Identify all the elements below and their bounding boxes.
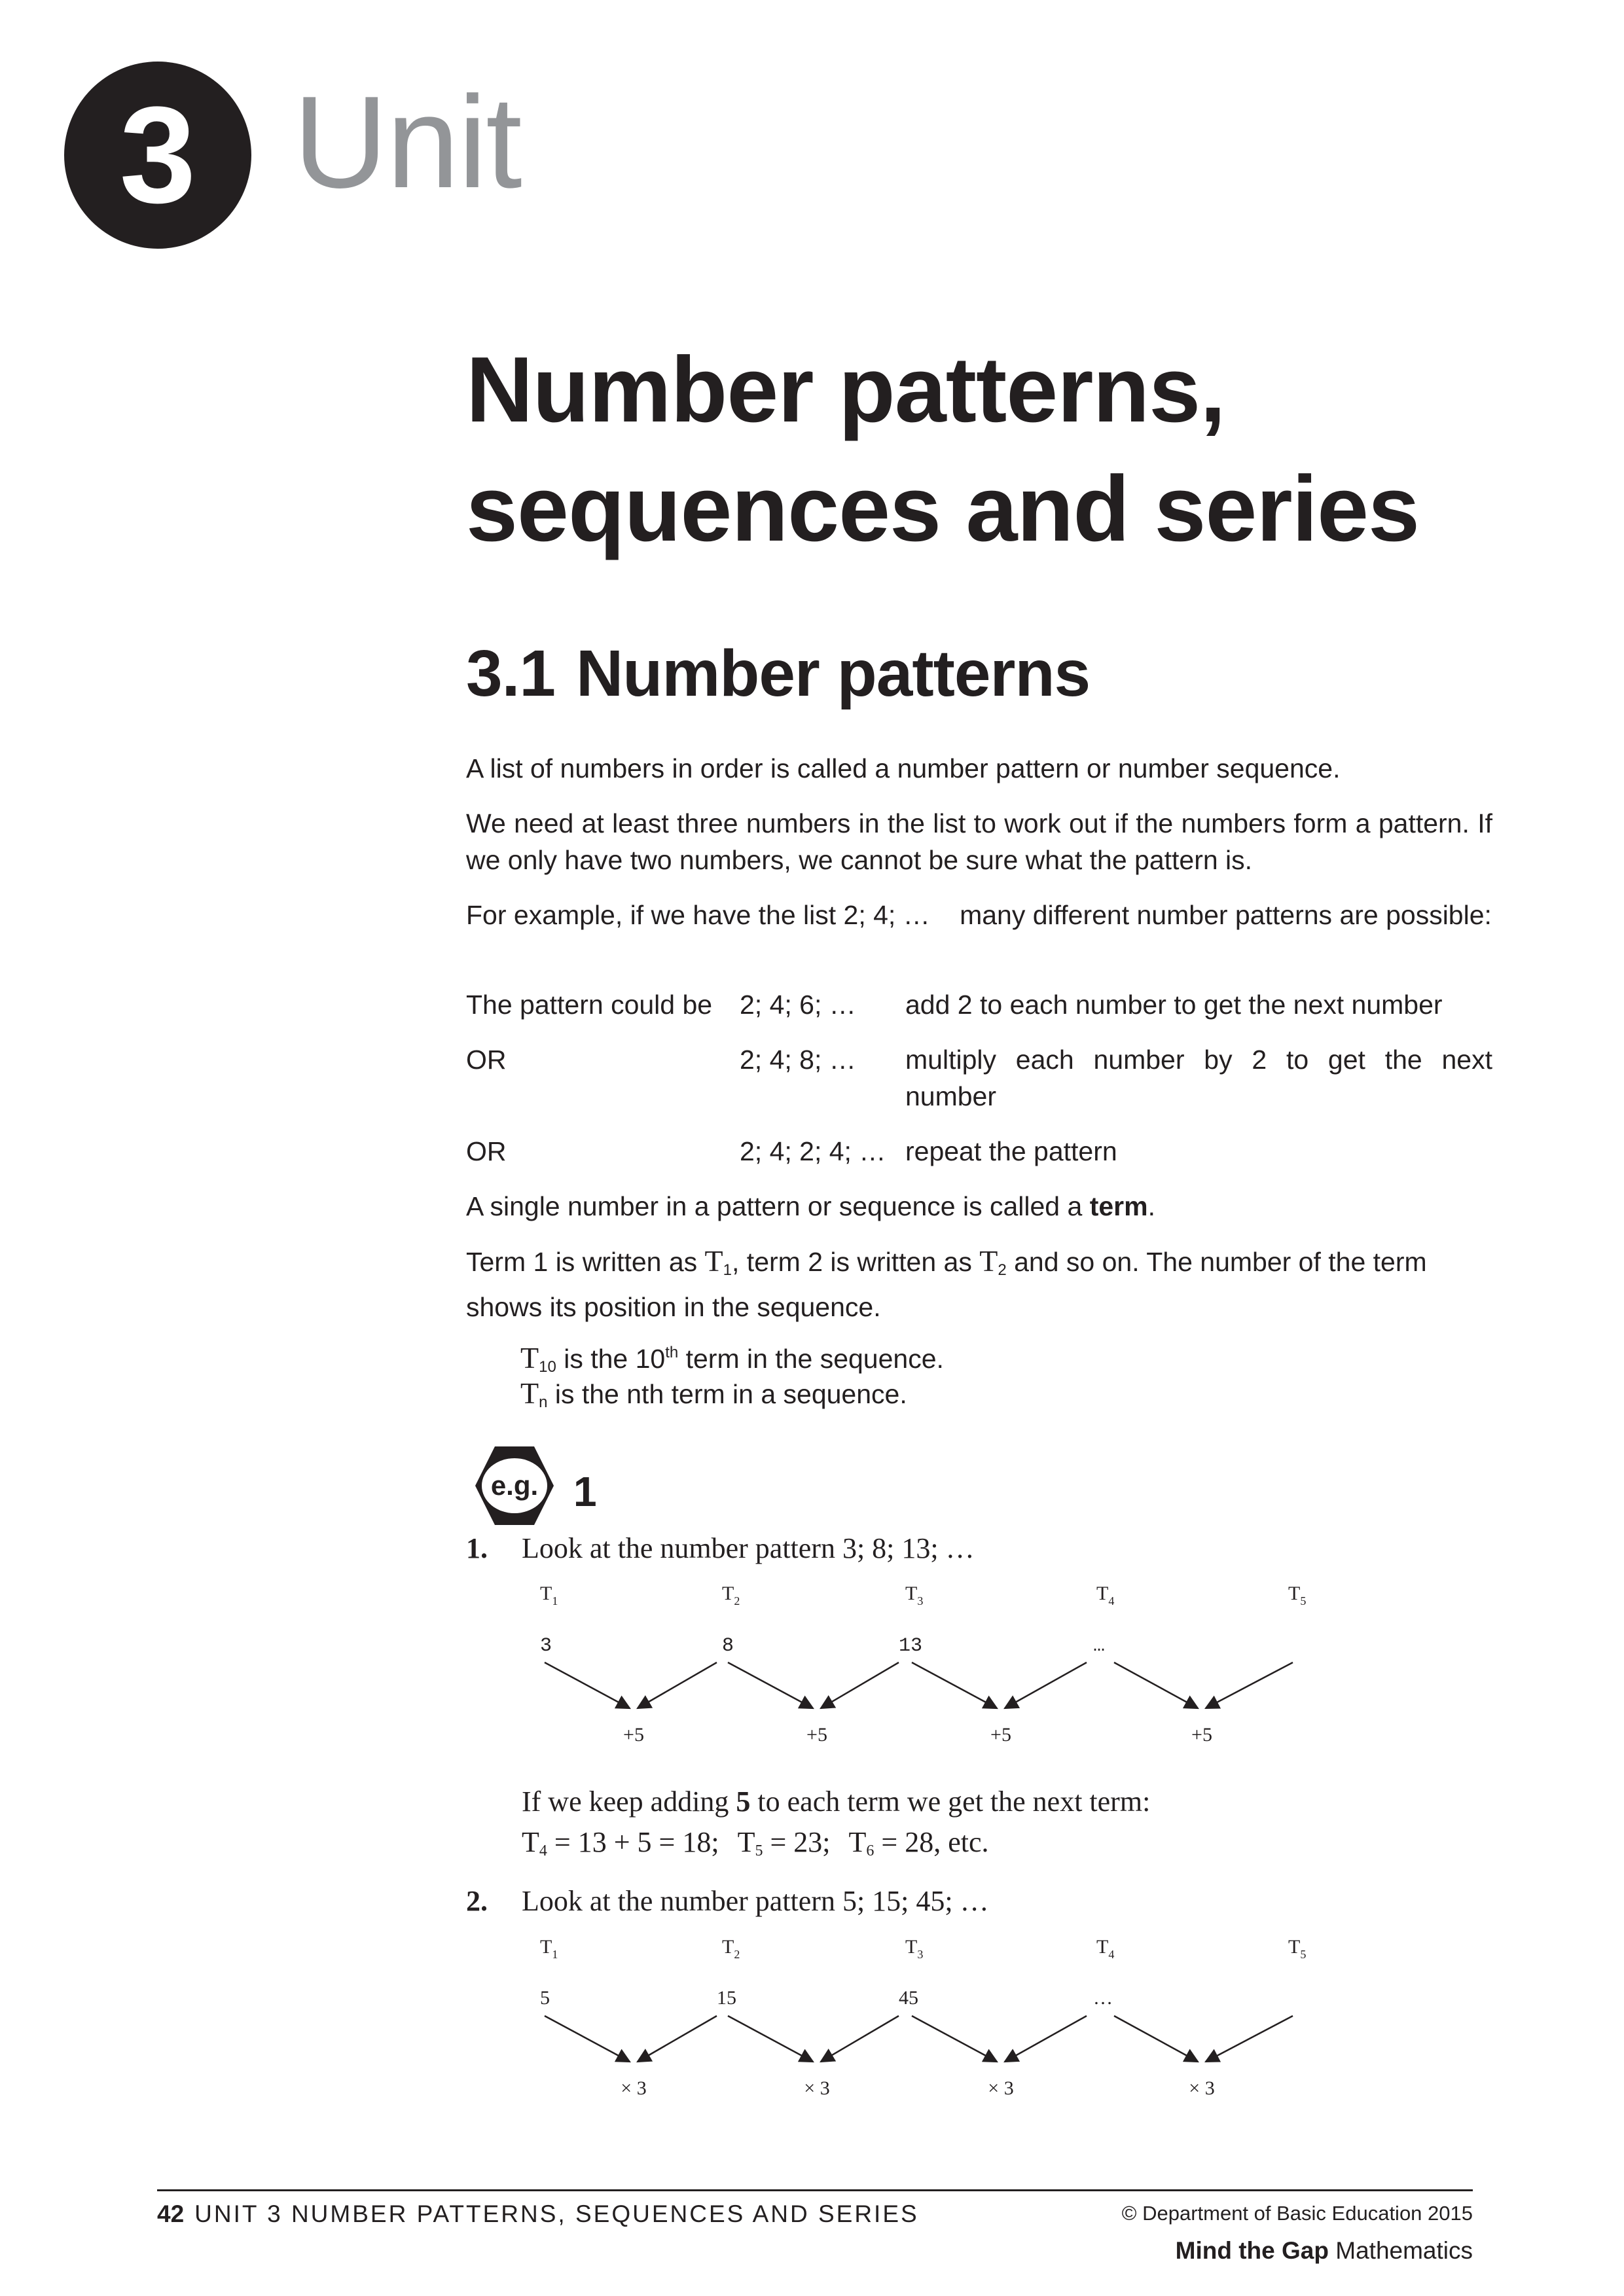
term-label: $T_4$ bbox=[1096, 1936, 1115, 1961]
example-item-1-note: If we keep adding 5 to each term we get the next term: bbox=[522, 1785, 1151, 1818]
example-number: 1 bbox=[573, 1468, 597, 1515]
example-badge-icon bbox=[469, 1440, 576, 1532]
operation-label: × 3 bbox=[621, 2077, 647, 2099]
term-value: 15 bbox=[717, 1987, 736, 2009]
footer-brand: Mind the Gap Mathematics bbox=[1175, 2237, 1473, 2264]
term-value: … bbox=[1093, 1987, 1113, 2009]
example-item-text: Look at the number pattern 3; 8; 13; … bbox=[522, 1532, 975, 1564]
chapter-title bbox=[466, 331, 1546, 569]
example-item-1-calculation: $T_4 = 13 + 5 = 18$; $T_5 = 23$; $T_6 = 28$, etc. bbox=[522, 1826, 989, 1859]
term-definition: A single number in a pattern or sequence is called a term. bbox=[466, 1191, 1155, 1221]
paragraph-example-possible: many different number patterns are possible: bbox=[960, 900, 1492, 930]
t10-line: $T_{10}$ is the 10th term in the sequence. bbox=[520, 1341, 944, 1376]
example-item-text: Look at the number pattern 5; 15; 45; … bbox=[522, 1885, 989, 1917]
term-value: 5 bbox=[540, 1987, 550, 2009]
footer-divider bbox=[157, 2189, 1473, 2191]
pattern-row-description: repeat the pattern bbox=[905, 1136, 1117, 1166]
term-label: $T_5$ bbox=[1288, 1583, 1307, 1607]
tn-line: $T_n$ is the nth term in a sequence. bbox=[520, 1376, 907, 1411]
pattern-row-description: add 2 to each number to get the next number bbox=[905, 990, 1443, 1020]
term-value: 3 bbox=[540, 1635, 552, 1657]
pattern-row-label: The pattern could be bbox=[466, 990, 713, 1020]
unit-number-badge bbox=[64, 62, 251, 249]
term-value: … bbox=[1093, 1635, 1106, 1657]
section-title: Number patterns bbox=[576, 637, 1091, 710]
unit-label: Unit bbox=[293, 69, 521, 215]
svg-text:e.g.: e.g. bbox=[490, 1470, 539, 1501]
term-label: $T_4$ bbox=[1096, 1583, 1115, 1607]
term-label: $T_2$ bbox=[722, 1936, 740, 1961]
term-label: $T_3$ bbox=[905, 1936, 924, 1961]
term-keyword: term bbox=[1089, 1191, 1148, 1221]
footer-running-title: 42 UNIT 3 NUMBER PATTERNS, SEQUENCES AND SERIES bbox=[157, 2200, 919, 2227]
pattern-diagram-addition bbox=[517, 1577, 1342, 1754]
operation-label: × 3 bbox=[988, 2077, 1014, 2099]
page-number: 42 bbox=[157, 2200, 185, 2227]
unit-number: 3 bbox=[119, 78, 196, 232]
operation-label: +5 bbox=[806, 1724, 827, 1746]
term-value: 45 bbox=[899, 1987, 918, 2009]
pattern-row-sequence: 2; 4; 2; 4; … bbox=[740, 1136, 886, 1166]
pattern-row-sequence: 2; 4; 8; … bbox=[740, 1045, 856, 1075]
example-item-number: 2. bbox=[466, 1885, 488, 1917]
paragraph-three-numbers: We need at least three numbers in the list to work out if the numbers form a pattern. If we only have two numbers, we cannot be sure what the pattern is. bbox=[466, 808, 1492, 875]
pattern-row-label: OR bbox=[466, 1136, 507, 1166]
section-heading bbox=[466, 636, 1090, 711]
pattern-diagram-multiplication bbox=[517, 1931, 1342, 2108]
term-label: $T_1$ bbox=[540, 1936, 558, 1961]
paragraph-example-intro: For example, if we have the list 2; 4; … bbox=[466, 900, 930, 930]
chapter-title-line-2: sequences and series bbox=[466, 457, 1420, 561]
term-label: $T_2$ bbox=[722, 1583, 740, 1607]
operation-label: +5 bbox=[1191, 1724, 1212, 1746]
term-value: 8 bbox=[722, 1635, 734, 1657]
operation-label: × 3 bbox=[1189, 2077, 1215, 2099]
term-value: 13 bbox=[899, 1635, 923, 1657]
operation-label: +5 bbox=[623, 1724, 644, 1746]
pattern-row-description: multiply each number by 2 to get the next number bbox=[905, 1045, 1492, 1111]
term-label: $T_3$ bbox=[905, 1583, 924, 1607]
footer-copyright: © Department of Basic Education 2015 bbox=[1121, 2202, 1473, 2225]
operation-label: × 3 bbox=[804, 2077, 830, 2099]
term-notation-paragraph: Term 1 is written as $T_1$, term 2 is written as $T_2$ and so on. The number of the term shows its position in the sequence. bbox=[466, 1244, 1427, 1322]
term-label: $T_1$ bbox=[540, 1583, 558, 1607]
pattern-row-sequence: 2; 4; 6; … bbox=[740, 990, 856, 1020]
pattern-row-label: OR bbox=[466, 1045, 507, 1075]
example-item-number: 1. bbox=[466, 1532, 488, 1564]
section-number: 3.1 bbox=[466, 637, 556, 710]
operation-label: +5 bbox=[990, 1724, 1011, 1746]
paragraph-definition: A list of numbers in order is called a number pattern or number sequence. bbox=[466, 753, 1341, 783]
chapter-title-line-1: Number patterns, bbox=[466, 338, 1225, 442]
term-label: $T_5$ bbox=[1288, 1936, 1307, 1961]
